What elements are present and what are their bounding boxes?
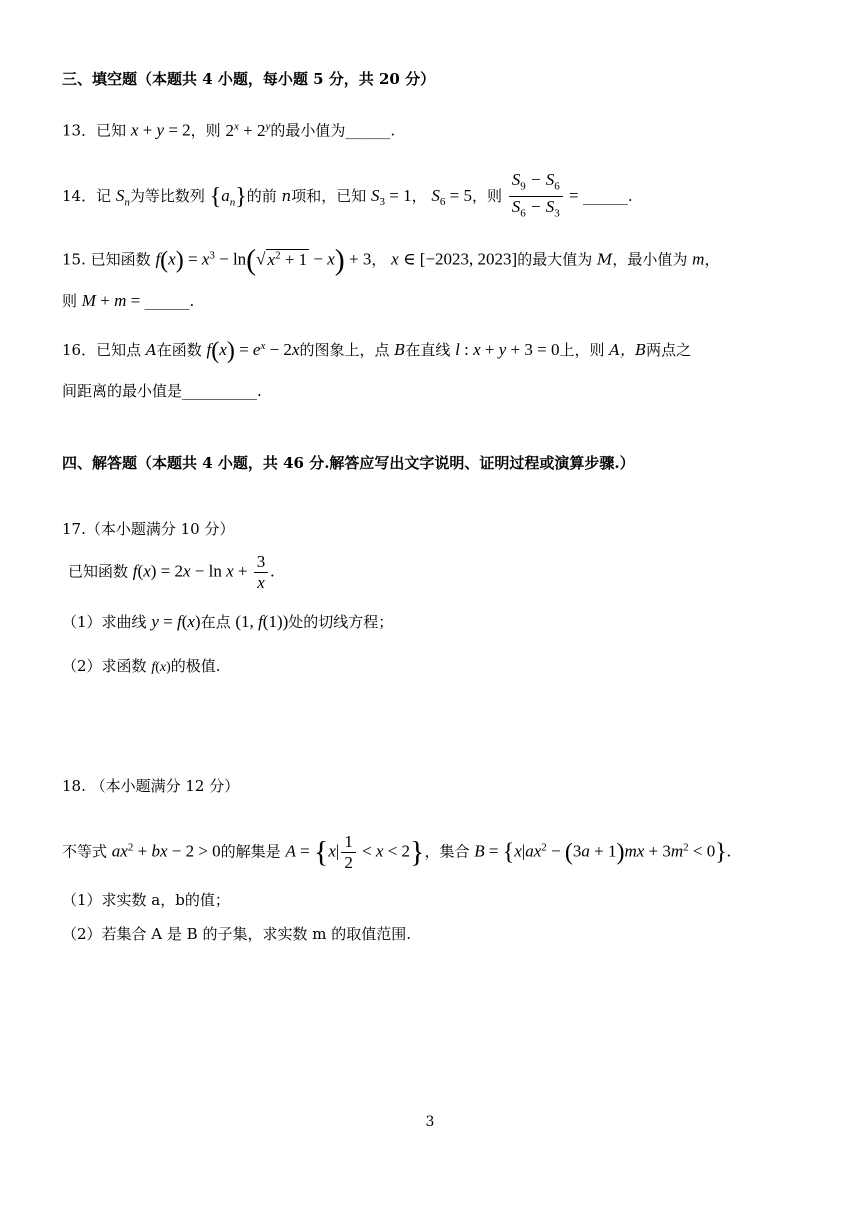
q16-text: 的图象上，点 (299, 341, 390, 359)
q18-statement: 不等式 $ax^2$ + bx − 2 > 0的解集是 A = {x| $\frac{1}{2}$ < x < 2}，集合 $B = \{x|ax^2 - (3a + 1)mx + 3m^2 < 0\}$. (62, 832, 732, 872)
q14-text: 记 (96, 186, 112, 205)
q13-text: 已知 (96, 121, 127, 140)
q15-variable: M (597, 250, 613, 269)
question-15-cont: 则 M + m = ______. (62, 291, 195, 310)
q14-fraction: $\frac{S_9 - S_6}{S_6 - S_3}$ (509, 170, 563, 224)
q15-text: ______. (144, 292, 195, 310)
q17-text: 的极值. (170, 657, 221, 675)
q15-text: 则 (62, 292, 78, 310)
question-14: 14．记 $S_n$为等比数列 $\{a_n\}$的前 n项和，已知 $S_3 = 1$， $S_6 = 5$，则 $\frac{S_9 - S_6}{S_6 - S_3}$ = ______. (62, 170, 633, 224)
q13-formula-1: x (130, 120, 139, 140)
q18-text: 的解集是 (220, 842, 281, 861)
q18-text: ，集合 (424, 842, 470, 861)
q14-text: ______. (582, 186, 633, 205)
q16-number: 16． (62, 341, 97, 359)
q13-text: ，则 (190, 121, 221, 140)
q14-text: 的前 (246, 186, 277, 205)
q17-text: 处的切线方程； (288, 613, 394, 631)
question-13: 13．已知 x + y = 2，则 $2^x + 2^y$的最小值为______. (62, 120, 396, 140)
q17-part-2: （2）求函数 f(x)的极值. (62, 657, 221, 675)
q14-text: ，则 (472, 186, 503, 205)
q18-text: 不等式 (62, 842, 108, 861)
question-16: 16．已知点 A在函数 $f(x) = e^x - 2x$的图象上，点 B在直线 l : x + y + 3 = 0上，则 A，B两点之 (62, 338, 692, 364)
q15-number: 15. (62, 250, 86, 269)
q16-text: 间距离的最小值是__________. (62, 382, 262, 400)
q18-part-1: （1）求实数 a，b的值； (62, 891, 230, 909)
q13-text: 的最小值为______. (270, 121, 396, 140)
q17-text: （2）求函数 (62, 657, 147, 675)
q15-variable: m (692, 249, 705, 269)
q15-text: 的最大值为 (517, 250, 593, 269)
question-16-cont (62, 380, 262, 402)
question-15: 15. 已知函数 $f(x) = x^3 - \ln(√$ $x^2 + 1 - x) + 3$， x ∈ [−2023, 2023]的最大值为 M，最小值为 m， (62, 243, 720, 277)
q14-text: 为等比数列 (129, 186, 205, 205)
q15-text: ，最小值为 (612, 250, 688, 269)
q16-text: 上，则 (559, 341, 605, 359)
q17-statement: 已知函数 f(x) = 2x − ln x + $\frac{3}{x}$ . (68, 552, 275, 592)
q16-text: 两点之 (646, 341, 692, 359)
q17-text: （1）求曲线 (62, 613, 147, 631)
section-answer-heading: 四、解答题（本题共 4 小题，共 46 分.解答应写出文字说明、证明过程或演算步骤.） (62, 454, 635, 472)
page-number: 3 (425, 1114, 435, 1130)
q16-text: 在函数 (156, 341, 202, 359)
q17-header: 17.（本小题满分 10 分） (62, 520, 235, 538)
q17-text: 已知函数 (68, 562, 129, 581)
q17-part-1: （1）求曲线 y = f(x)在点 (1, f(1))处的切线方程； (62, 612, 394, 631)
q16-variable: A，B (609, 341, 647, 359)
q14-number: 14． (62, 186, 97, 205)
q15-text: ， (704, 250, 720, 269)
q14-text: ， (411, 186, 427, 205)
q16-variable: A (145, 341, 157, 359)
q18-part-2: （2）若集合 A 是 B 的子集，求实数 m 的取值范围. (62, 925, 412, 943)
q14-variable: n (281, 186, 292, 205)
q16-text: 在直线 (405, 341, 451, 359)
q14-text: 项和，已知 (291, 186, 367, 205)
q18-header: 18. （本小题满分 12 分） (62, 777, 240, 795)
q16-text: 已知点 (96, 341, 142, 359)
q15-text: 已知函数 (90, 250, 151, 269)
section-fill-in-heading: 三、填空题（本题共 4 小题，每小题 5 分，共 20 分） (62, 70, 436, 88)
q17-text: 在点 (200, 613, 231, 631)
q13-formula-2: $2^x + 2^y$ (225, 120, 271, 140)
q16-variable: B (394, 341, 406, 359)
q13-number: 13． (62, 121, 97, 140)
